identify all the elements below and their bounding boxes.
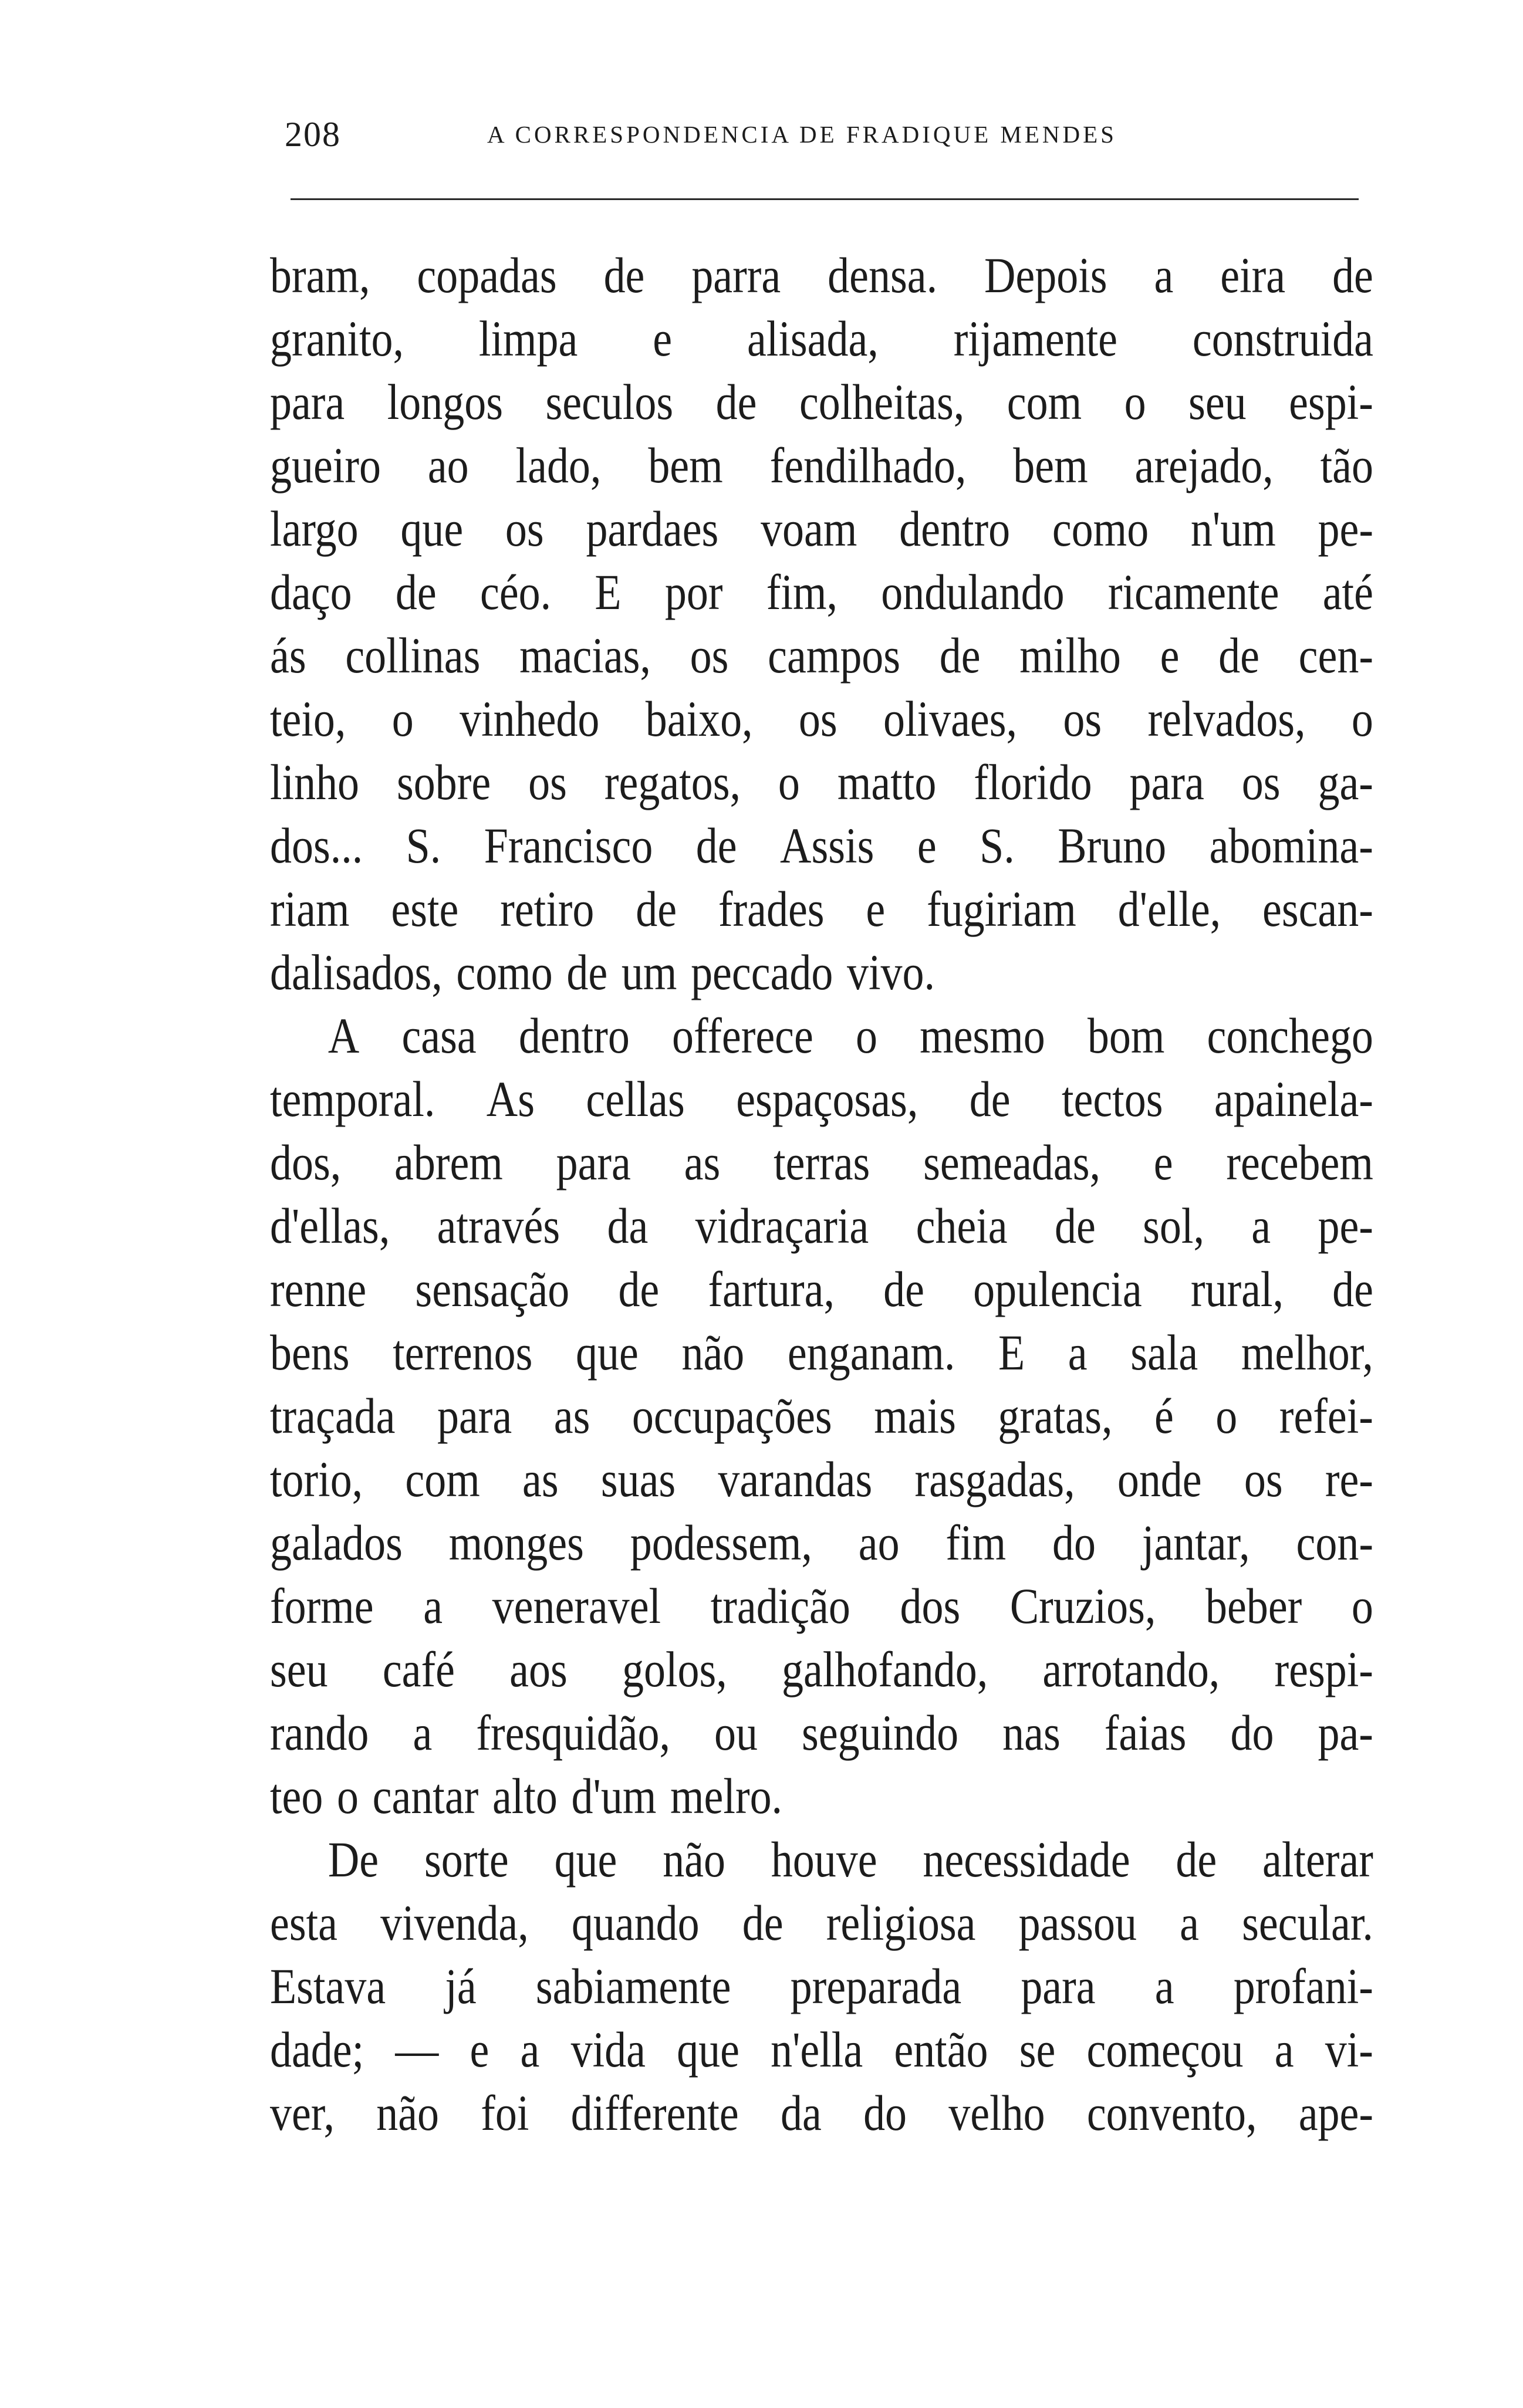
word: rando [270,1704,369,1761]
word: os [1244,1451,1283,1507]
word: vidraçaria [695,1198,869,1254]
word: sobre [397,754,491,810]
word: Cruzios, [1009,1578,1156,1634]
word: rural, [1190,1261,1284,1317]
word: S. [406,817,441,874]
word: de [1332,1261,1373,1317]
word: seguindo [802,1704,959,1761]
word: largo [270,500,359,557]
word: para [556,1134,631,1191]
word: os [1241,754,1281,810]
word: n'um [1190,500,1276,557]
word: não [376,2085,440,2141]
page-number: 208 [285,115,341,154]
word: temporal. [270,1071,435,1127]
word: faias [1104,1704,1187,1761]
word: não [663,1831,725,1888]
word: re- [1325,1451,1373,1507]
word: e [470,2021,489,2078]
word: gueiro [270,437,381,493]
word: melhor, [1241,1324,1373,1381]
word: n'ella [771,2021,863,2078]
word: um [621,944,677,1000]
word: podessem, [630,1514,812,1571]
word: a [423,1578,443,1634]
word: vinhedo [460,691,600,747]
word: ou [714,1704,758,1761]
text-line [270,2081,1373,2145]
word: e [653,310,673,367]
word: A [327,1007,360,1064]
text-line [270,1891,1373,1954]
word: sol, [1143,1198,1204,1254]
word: fresquidão, [476,1704,670,1761]
word: alterar [1262,1831,1373,1888]
word: linho [270,754,360,810]
word: refei- [1279,1388,1373,1444]
text-line [270,1828,1373,1891]
word: ao [427,437,469,493]
word: por [664,564,723,620]
word: limpa [478,310,578,367]
word: longos [387,374,503,430]
word: passou [1018,1895,1137,1951]
page-header [270,109,1391,161]
word: campos [768,627,901,684]
word: a [1180,1895,1199,1951]
word: aos [509,1641,568,1697]
word: granito, [270,310,404,367]
word: monges [448,1514,584,1571]
word: fim [945,1514,1007,1571]
word: velho [948,2085,1045,2141]
word: ver, [270,2085,335,2141]
word: alto [492,1768,558,1824]
word: esta [270,1895,337,1951]
word: forme [270,1578,374,1634]
text-line [270,497,1373,560]
word: que [400,500,464,557]
text-line [270,1447,1373,1511]
word: o [391,691,414,747]
word: jantar, [1142,1514,1250,1571]
word: florido [974,754,1092,810]
word: — [395,2021,439,2078]
word: começou [1086,2021,1244,2078]
word: dos, [270,1134,342,1191]
word: ape- [1298,2085,1373,2141]
word: o [778,754,800,810]
word: beber [1205,1578,1302,1634]
word: o [1215,1388,1238,1444]
word: bens [270,1324,350,1381]
word: bem [1013,437,1088,493]
word: ao [858,1514,900,1571]
word: quando [571,1895,700,1951]
word: os [690,627,729,684]
word: escan- [1262,881,1373,937]
word: sorte [424,1831,509,1888]
text-line [270,750,1373,814]
word: a [413,1704,433,1761]
word: o [1351,1578,1373,1634]
text-line [270,1764,1373,1828]
word: dentro [899,500,1011,557]
word: profani- [1233,1958,1373,2014]
word: fim, [766,564,838,620]
word: de [395,564,437,620]
text-line [270,2018,1373,2081]
word: torio, [270,1451,363,1507]
word: secular. [1242,1895,1373,1951]
word: a [1068,1324,1088,1381]
word: mais [874,1388,956,1444]
word: tradição [710,1578,850,1634]
word: cellas [586,1071,685,1127]
word: dentro [518,1007,630,1064]
text-line [270,1511,1373,1574]
word: casa [401,1007,477,1064]
word: galados [270,1514,403,1571]
word: convento, [1086,2085,1257,2141]
word: differente [570,2085,739,2141]
word: Francisco [484,817,653,874]
word: teio, [270,691,346,747]
word: da [607,1198,649,1254]
word: copadas [417,247,557,303]
word: de [1054,1198,1096,1254]
word: retiro [500,881,595,937]
word: ga- [1318,754,1373,810]
word: De [327,1831,379,1888]
body-text [270,243,1373,2145]
running-title: A CORRESPONDENCIA DE FRADIQUE MENDES [487,121,1117,148]
word: pa- [1318,1704,1373,1761]
word: pardaes [586,500,719,557]
word: de [1176,1831,1217,1888]
word: fendilhado, [769,437,967,493]
word: S. [980,817,1015,874]
word: o [1124,374,1146,430]
text-line [270,814,1373,877]
word: densa. [828,247,938,303]
word: voam [761,500,857,557]
word: da [781,2085,822,2141]
word: as [522,1451,559,1507]
text-line [270,370,1373,434]
word: preparada [790,1958,962,2014]
word: fartura, [708,1261,835,1317]
word: de [883,1261,924,1317]
word: o [1351,691,1373,747]
word: bom [1087,1007,1165,1064]
word: e [1153,1134,1173,1191]
word: d'um [571,1768,657,1824]
word: através [437,1198,560,1254]
word: se [1019,2021,1056,2078]
word: de [969,1071,1011,1127]
word: arejado, [1134,437,1274,493]
word: que [677,2021,739,2078]
text-line [270,941,1373,1004]
word: olivaes, [883,691,1018,747]
word: cantar [372,1768,479,1824]
word: bem [648,437,723,493]
word: este [391,881,459,937]
word: de [636,881,677,937]
word: Bruno [1058,817,1167,874]
word: offerece [671,1007,813,1064]
word: eira [1220,247,1286,303]
text-line [270,307,1373,370]
word: a [1251,1198,1271,1254]
word: ás [270,627,306,684]
word: dade; [270,2021,364,2078]
word: para [270,374,345,430]
word: E [998,1324,1025,1381]
word: collinas [345,627,481,684]
word: respi- [1274,1641,1373,1697]
word: que [554,1831,617,1888]
word: os [1063,691,1102,747]
word: cheia [916,1198,1008,1254]
word: espi- [1289,374,1373,430]
word: para [1129,754,1204,810]
text-line [270,1638,1373,1701]
word: e [917,817,937,874]
word: renne [270,1261,367,1317]
word: céo. [480,564,552,620]
word: não [681,1324,745,1381]
word: o [855,1007,877,1064]
word: com [1007,374,1082,430]
word: regatos, [604,754,741,810]
word: tectos [1061,1071,1163,1127]
word: sabiamente [535,1958,731,2014]
word: arrotando, [1042,1641,1220,1697]
word: relvados, [1147,691,1306,747]
word: matto [837,754,937,810]
word: occupações [632,1388,832,1444]
text-line [270,1067,1373,1131]
word: sala [1130,1324,1198,1381]
word: já [445,1958,477,2014]
word: con- [1296,1514,1373,1571]
word: religiosa [826,1895,976,1951]
word: mesmo [920,1007,1045,1064]
word: seculos [545,374,674,430]
word: galhofando, [781,1641,988,1697]
word: apainela- [1214,1071,1373,1127]
word: onde [1117,1451,1202,1507]
word: a [1154,1958,1174,2014]
word: daço [270,564,352,620]
word: bram, [270,247,370,303]
word: lado, [515,437,602,493]
word: Estava [270,1958,386,2014]
word: os [528,754,567,810]
word: os [798,691,838,747]
word: melro. [670,1768,783,1824]
text-line [270,1954,1373,2018]
word: conchego [1207,1007,1373,1064]
text-line [270,687,1373,750]
word: baixo, [645,691,753,747]
word: de [1218,627,1259,684]
word: pe- [1318,1198,1373,1254]
word: vi- [1325,2021,1373,2078]
text-line [270,624,1373,687]
word: milho [1019,627,1121,684]
word: do [1230,1704,1274,1761]
word: recebem [1226,1134,1373,1191]
word: as [684,1134,721,1191]
word: fugiriam [927,881,1076,937]
word: o [337,1768,359,1824]
word: sensação [415,1261,570,1317]
text-line [270,560,1373,624]
text-line [270,877,1373,941]
word: riam [270,881,350,937]
word: de [566,944,608,1000]
word: d'elle, [1117,881,1221,937]
word: do [1052,1514,1096,1571]
word: como [456,944,553,1000]
text-line [270,1257,1373,1321]
word: nas [1002,1704,1061,1761]
word: que [576,1324,639,1381]
word: gratas, [998,1388,1113,1444]
word: teo [270,1768,323,1824]
word: a [1154,247,1174,303]
text-line [270,1131,1373,1194]
word: para [1021,1958,1096,2014]
word: terras [774,1134,870,1191]
word: construida [1192,310,1373,367]
word: colheitas, [799,374,965,430]
header-divider [291,198,1359,200]
text-line [270,1384,1373,1447]
word: golos, [622,1641,727,1697]
word: vida [570,2021,646,2078]
word: ricamente [1107,564,1279,620]
word: seu [1188,374,1247,430]
word: abrem [394,1134,503,1191]
word: de [715,374,757,430]
word: dos [900,1578,961,1634]
word: abomina- [1209,817,1373,874]
word: para [437,1388,512,1444]
word: é [1154,1388,1174,1444]
word: foi [481,2085,529,2141]
word: semeadas, [923,1134,1101,1191]
word: opulencia [973,1261,1142,1317]
word: de [603,247,645,303]
word: as [553,1388,590,1444]
word: varandas [718,1451,873,1507]
word: tão [1320,437,1373,493]
word: alisada, [747,310,879,367]
word: E [595,564,622,620]
word: vivenda, [380,1895,529,1951]
word: de [1332,247,1373,303]
word: As [486,1071,535,1127]
word: peccado [691,944,833,1000]
word: até [1322,564,1373,620]
word: de [695,817,737,874]
word: macias, [519,627,651,684]
word: então [894,2021,988,2078]
word: veneravel [492,1578,661,1634]
word: dos... [270,817,363,874]
word: cen- [1298,627,1373,684]
word: de [618,1261,660,1317]
text-line [270,1574,1373,1638]
word: a [1274,2021,1294,2078]
word: do [863,2085,907,2141]
word: necessidade [923,1831,1130,1888]
word: de [939,627,981,684]
text-line [270,243,1373,307]
word: frades [718,881,825,937]
word: rasgadas, [914,1451,1075,1507]
text-line [270,1321,1373,1384]
word: Assis [780,817,874,874]
word: e [866,881,886,937]
word: enganam. [787,1324,955,1381]
word: a [520,2021,540,2078]
word: vivo. [846,944,935,1000]
word: traçada [270,1388,396,1444]
text-line [270,1701,1373,1764]
word: de [742,1895,784,1951]
word: Depois [984,247,1107,303]
word: parra [691,247,781,303]
word: pe- [1318,500,1373,557]
word: d'ellas, [270,1198,390,1254]
word: café [382,1641,455,1697]
word: rijamente [953,310,1117,367]
word: como [1052,500,1149,557]
word: seu [270,1641,328,1697]
word: suas [600,1451,676,1507]
word: espaçosas, [736,1071,918,1127]
word: dalisados, [270,944,443,1000]
word: com [405,1451,480,1507]
text-line [270,434,1373,497]
word: os [505,500,544,557]
word: e [1160,627,1180,684]
text-line [270,1004,1373,1067]
word: terrenos [393,1324,533,1381]
word: houve [771,1831,877,1888]
text-line [270,1194,1373,1257]
word: ondulando [881,564,1065,620]
